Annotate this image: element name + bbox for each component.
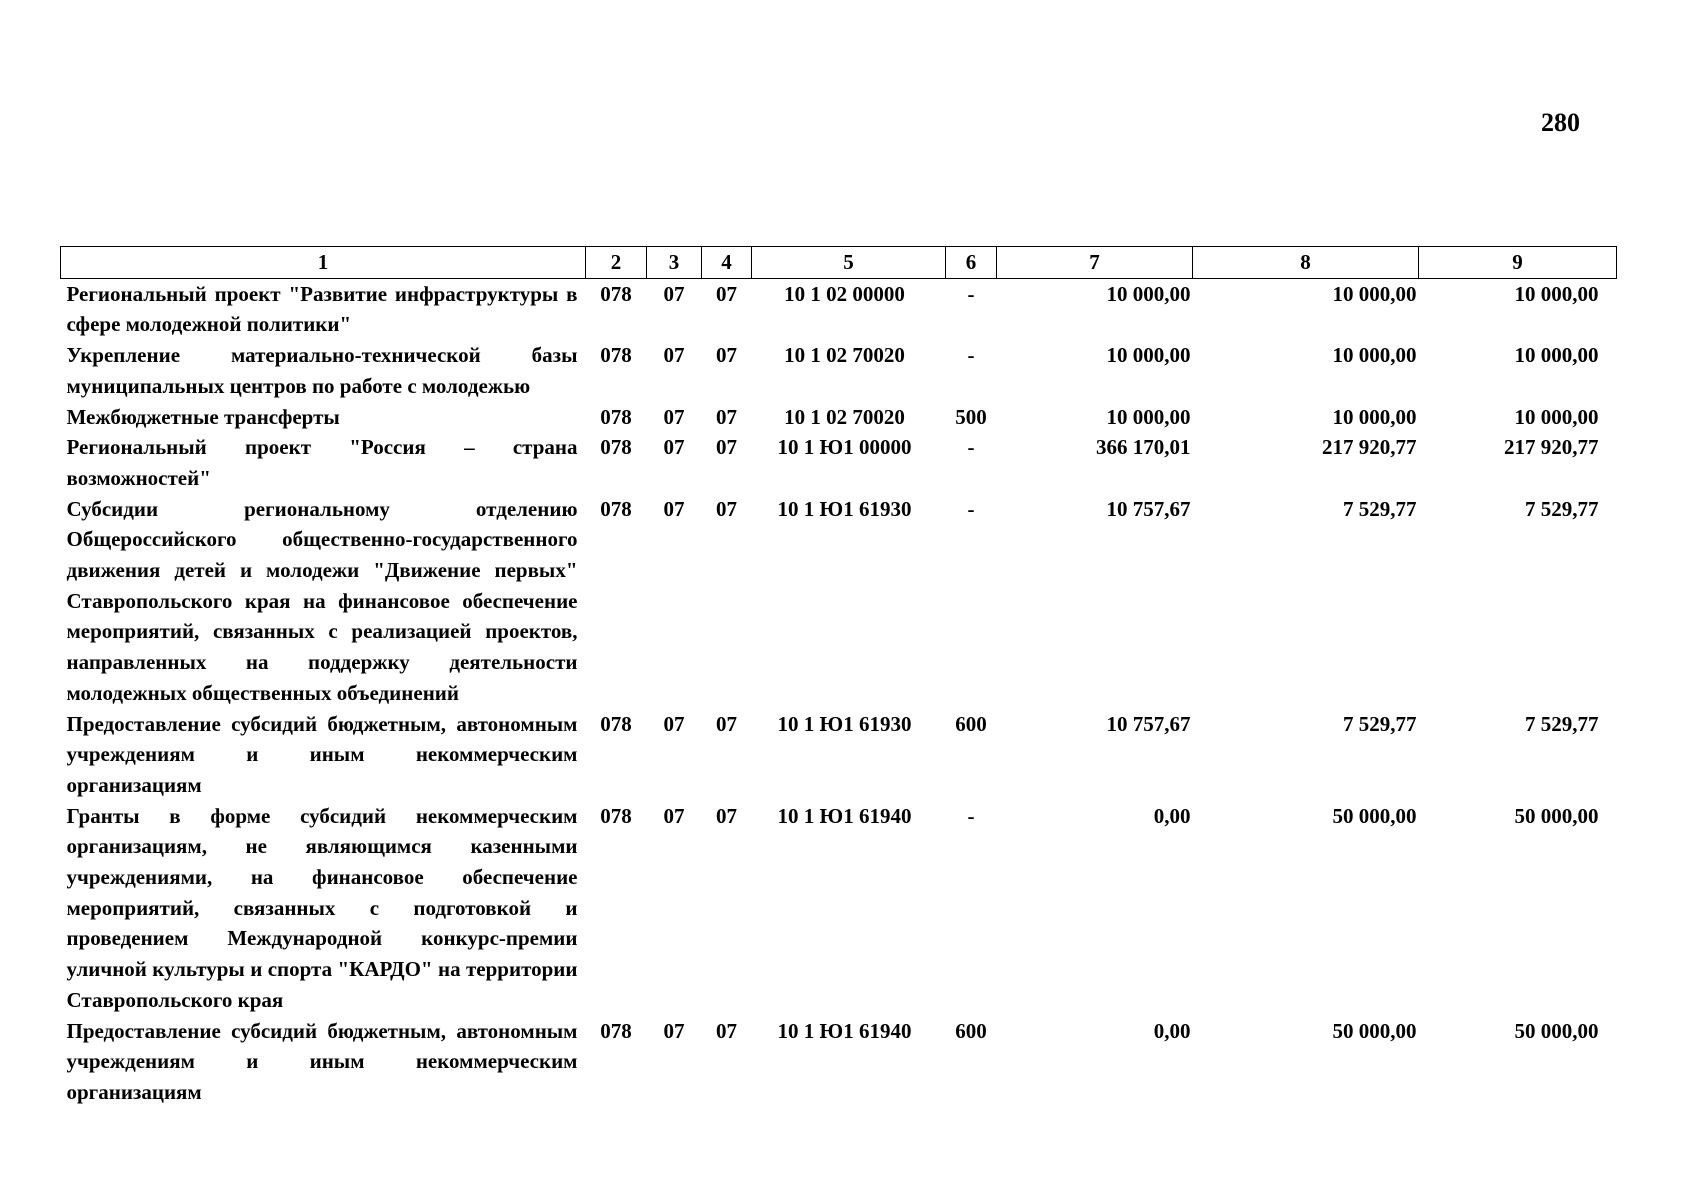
expense-type-code: -	[967, 803, 975, 828]
ministry-code: 078	[600, 803, 632, 828]
column-header: 7	[997, 247, 1193, 279]
amount-col8: 217 920,77	[1322, 435, 1417, 460]
expense-name: Региональный проект "Россия – страна возможностей"	[66, 435, 578, 490]
table-row	[61, 340, 1617, 401]
subsection-code: 07	[716, 404, 737, 429]
column-header: 3	[647, 247, 702, 279]
amount-col8: 50 000,00	[1332, 803, 1417, 828]
expense-name: Предоставление субсидий бюджетным, автономным учреждениям и иным некоммерческим организациям	[66, 1018, 578, 1104]
ministry-code: 078	[600, 281, 632, 306]
column-header: 8	[1193, 247, 1419, 279]
header-row	[61, 247, 1617, 279]
expense-name: Предоставление субсидий бюджетным, автономным учреждениям и иным некоммерческим организациям	[66, 711, 578, 797]
subsection-code: 07	[716, 496, 737, 521]
amount-col9: 7 529,77	[1525, 496, 1599, 521]
table-body	[61, 278, 1617, 1107]
subsection-code: 07	[716, 281, 737, 306]
amount-col9: 7 529,77	[1525, 711, 1599, 736]
amount-col7: 10 757,67	[1106, 711, 1191, 736]
column-header: 4	[702, 247, 752, 279]
subsection-code: 07	[716, 343, 737, 368]
ministry-code: 078	[600, 404, 632, 429]
expense-type-code: -	[967, 435, 975, 460]
ministry-code: 078	[600, 711, 632, 736]
subsection-code: 07	[716, 803, 737, 828]
amount-col9: 10 000,00	[1514, 281, 1599, 306]
amount-col8: 10 000,00	[1332, 281, 1417, 306]
section-code: 07	[663, 343, 685, 368]
target-article-code: 10 1 Ю1 61940	[777, 803, 912, 828]
expense-type-code: 500	[955, 404, 987, 429]
expense-type-code: -	[967, 343, 975, 368]
amount-col9: 50 000,00	[1514, 1018, 1599, 1043]
amount-col9: 10 000,00	[1514, 404, 1599, 429]
expense-type-code: 600	[955, 1018, 987, 1043]
column-header: 9	[1419, 247, 1617, 279]
section-code: 07	[663, 496, 685, 521]
subsection-code: 07	[716, 1018, 737, 1043]
table-row	[61, 432, 1617, 493]
ministry-code: 078	[600, 496, 632, 521]
expense-name: Укрепление материально-технической базы муниципальных центров по работе с молодежью	[66, 343, 578, 398]
budget-table	[60, 246, 1617, 1108]
section-code: 07	[663, 435, 685, 460]
expense-type-code: 600	[955, 711, 987, 736]
target-article-code: 10 1 02 00000	[784, 281, 905, 306]
target-article-code: 10 1 Ю1 61930	[777, 496, 912, 521]
section-code: 07	[663, 1018, 685, 1043]
amount-col7: 0,00	[1153, 803, 1191, 828]
amount-col8: 10 000,00	[1332, 404, 1417, 429]
amount-col7: 0,00	[1153, 1018, 1191, 1043]
amount-col9: 10 000,00	[1514, 343, 1599, 368]
expense-name: Региональный проект "Развитие инфраструктуры в сфере молодежной политики"	[66, 281, 578, 337]
expense-name: Субсидии региональному отделению Общероссийского общественно-государственного движения детей и молодежи "Движение первых" Ставропольского края на финансовое обеспечение мероприятий, связанных с реализацией проектов, направленных на поддержку деятельности молодежных общественных объединений	[66, 496, 578, 705]
table-row	[61, 402, 1617, 433]
section-code: 07	[663, 803, 685, 828]
subsection-code: 07	[716, 711, 737, 736]
target-article-code: 10 1 Ю1 61940	[777, 1018, 912, 1043]
column-header: 5	[752, 247, 946, 279]
target-article-code: 10 1 Ю1 61930	[777, 711, 912, 736]
expense-type-code: -	[967, 496, 975, 521]
amount-col7: 366 170,01	[1096, 435, 1191, 460]
amount-col8: 7 529,77	[1343, 711, 1417, 736]
table-row	[61, 709, 1617, 801]
ministry-code: 078	[600, 435, 632, 460]
ministry-code: 078	[600, 1018, 632, 1043]
amount-col9: 217 920,77	[1504, 435, 1599, 460]
table-row	[61, 1016, 1617, 1108]
section-code: 07	[663, 281, 685, 306]
amount-col9: 50 000,00	[1514, 803, 1599, 828]
amount-col7: 10 757,67	[1106, 496, 1191, 521]
column-header: 6	[946, 247, 997, 279]
page-number: 280	[1541, 108, 1580, 137]
amount-col8: 10 000,00	[1332, 343, 1417, 368]
column-header: 2	[586, 247, 647, 279]
subsection-code: 07	[716, 435, 737, 460]
amount-col7: 10 000,00	[1106, 404, 1191, 429]
target-article-code: 10 1 02 70020	[784, 343, 905, 368]
table-row	[61, 801, 1617, 1016]
table-header	[61, 247, 1617, 279]
amount-col8: 50 000,00	[1332, 1018, 1417, 1043]
table-row	[61, 278, 1617, 340]
expense-type-code: -	[967, 281, 975, 306]
table-row	[61, 494, 1617, 709]
amount-col7: 10 000,00	[1106, 343, 1191, 368]
ministry-code: 078	[600, 343, 632, 368]
column-header: 1	[61, 247, 586, 279]
expense-name: Гранты в форме субсидий некоммерческим организациям, не являющимся казенными учреждениями, на финансовое обеспечение мероприятий, связанных с подготовкой и проведением Международной конкурс-премии уличной культуры и спорта "КАРДО" на территории Ставропольского края	[66, 803, 578, 1012]
expense-name: Межбюджетные трансферты	[66, 404, 340, 429]
section-code: 07	[663, 404, 685, 429]
amount-col7: 10 000,00	[1106, 281, 1191, 306]
section-code: 07	[663, 711, 685, 736]
target-article-code: 10 1 Ю1 00000	[777, 435, 912, 460]
target-article-code: 10 1 02 70020	[784, 404, 905, 429]
amount-col8: 7 529,77	[1343, 496, 1417, 521]
